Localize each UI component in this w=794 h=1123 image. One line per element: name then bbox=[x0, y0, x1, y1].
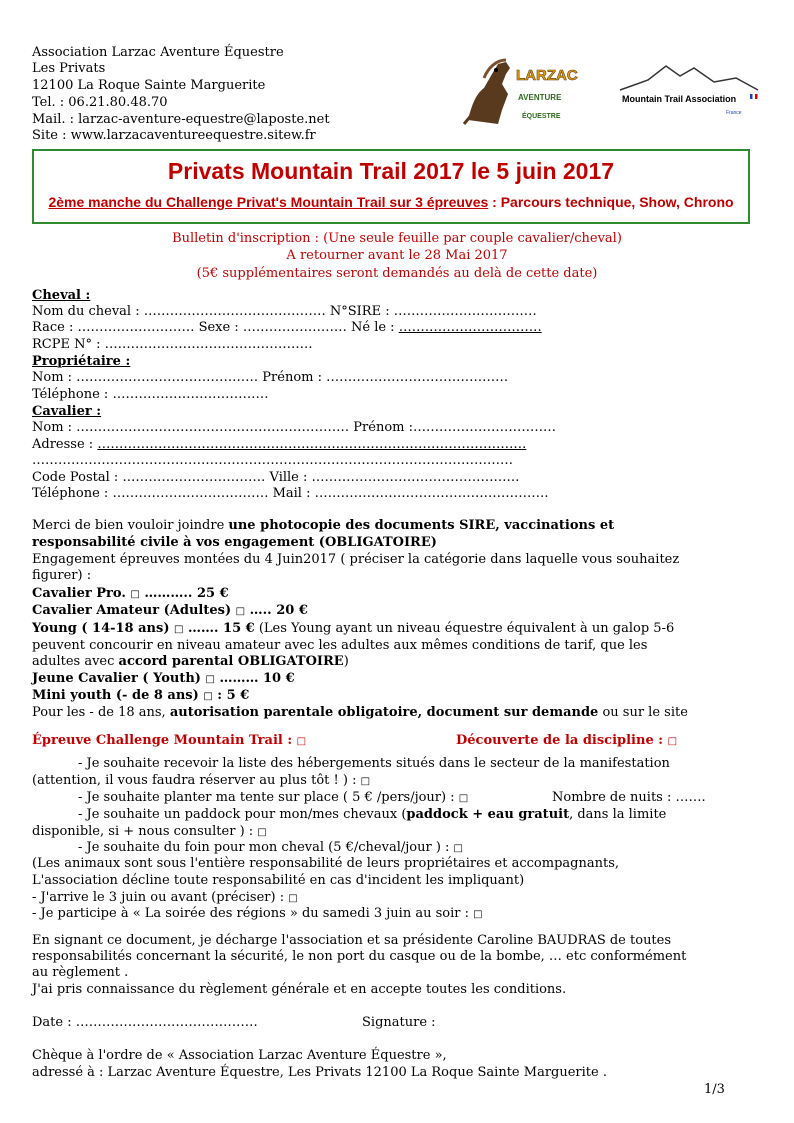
option-foin-label: - Je souhaite du foin pour mon cheval (5 €/cheval/jour ) : bbox=[78, 840, 454, 855]
org-place: Les Privats bbox=[32, 61, 106, 76]
epreuve-decouverte-label: Découverte de la discipline : bbox=[456, 733, 668, 748]
epreuve-decouverte-checkbox[interactable]: □ bbox=[667, 736, 678, 747]
cheque-line-2: adressé à : Larzac Aventure Équestre, Les Privats 12100 La Roque Sainte Marguerite . bbox=[32, 1065, 607, 1080]
young-note-close: ) bbox=[343, 654, 349, 669]
category-mini bbox=[32, 688, 249, 705]
category-young-price: ……. 15 € bbox=[183, 621, 255, 636]
larzac-logo-text: LARZAC bbox=[516, 67, 578, 84]
cavalier-heading: Cavalier : bbox=[32, 404, 102, 419]
cavalier-adresse-line2[interactable]: ………………………………………………………………………………………………… bbox=[32, 453, 513, 468]
cavalier-adresse-label: Adresse : bbox=[32, 437, 98, 452]
option-tente-checkbox[interactable]: □ bbox=[458, 793, 469, 804]
org-site: Site : www.larzacaventureequestre.sitew.fr bbox=[32, 128, 316, 143]
larzac-logo-subtext2: ÉQUESTRE bbox=[522, 113, 561, 120]
legal-line-2: responsabilités concernant la sécurité, le non port du casque ou de la bombe, … etc conformément bbox=[32, 949, 687, 964]
category-pro-checkbox[interactable]: □ bbox=[130, 589, 140, 600]
category-young-checkbox[interactable]: □ bbox=[174, 624, 184, 635]
option-tente-nights[interactable]: Nombre de nuits : ……. bbox=[552, 790, 706, 805]
legal-line-1: En signant ce document, je décharge l'association et sa présidente Caroline BAUDRAS de toutes bbox=[32, 933, 672, 948]
option-arrivee bbox=[32, 890, 298, 907]
mountain-trail-association-logo bbox=[618, 60, 760, 118]
category-amateur-label: Cavalier Amateur (Adultes) bbox=[32, 603, 236, 618]
option-paddock-1 bbox=[78, 807, 666, 823]
bulletin-line-1: Bulletin d'inscription : (Une seule feuille par couple cavalier/cheval) bbox=[172, 231, 622, 246]
option-tente-label: - Je souhaite planter ma tente sur place ( 5 € /pers/jour) : bbox=[78, 790, 459, 805]
option-paddock-label: - Je souhaite un paddock pour mon/mes chevaux ( bbox=[78, 807, 407, 822]
mta-logo-text: Mountain Trail Association bbox=[622, 94, 737, 104]
proprietaire-telephone-field[interactable]: Téléphone : ……………………………… bbox=[32, 387, 269, 402]
org-name: Association Larzac Aventure Équestre bbox=[32, 45, 284, 60]
category-pro-price: ……….. 25 € bbox=[139, 586, 229, 601]
category-amateur-price: ….. 20 € bbox=[245, 603, 308, 618]
category-jeune-label: Jeune Cavalier ( Youth) bbox=[32, 671, 206, 686]
cheval-race-sexe-label: Race : ……………………… Sexe : …………………… Né le : bbox=[32, 320, 399, 335]
category-young bbox=[32, 621, 674, 638]
larzac-logo bbox=[462, 54, 582, 130]
cavalier-cp-ville-field[interactable]: Code Postal : …………………………… Ville : ………………………………………… bbox=[32, 470, 520, 485]
category-jeune-price: ……… 10 € bbox=[214, 671, 295, 686]
category-jeune-checkbox[interactable]: □ bbox=[205, 674, 215, 685]
option-paddock-limit: , dans la limite bbox=[569, 807, 667, 822]
young-note-text: adultes avec bbox=[32, 654, 119, 669]
option-paddock-free: paddock + eau gratuit bbox=[406, 807, 570, 822]
option-hebergement-label: (attention, il vous faudra réserver au plus tôt ! ) : bbox=[32, 773, 361, 788]
option-soiree-checkbox[interactable]: □ bbox=[473, 909, 483, 920]
option-soiree bbox=[32, 906, 483, 923]
option-foin bbox=[78, 840, 463, 857]
org-city: 12100 La Roque Sainte Marguerite bbox=[32, 78, 266, 93]
larzac-logo-subtext: AVENTURE bbox=[518, 93, 562, 102]
docs-line-1 bbox=[32, 518, 614, 534]
cavalier-adresse-dots[interactable]: ……………………………………………………………………………………… bbox=[97, 437, 527, 452]
page-number: 1/3 bbox=[704, 1082, 725, 1097]
minors-note-c: ou sur le site bbox=[598, 705, 688, 720]
cheval-rcpe-field[interactable]: RCPE N° : ………………………………………… bbox=[32, 337, 313, 352]
cavalier-nom-field[interactable]: Nom : ……………………………………………………… Prénom :…………………………… bbox=[32, 420, 556, 435]
docs-merci: Merci de bien vouloir joindre bbox=[32, 518, 229, 533]
cavalier-tel-mail-field[interactable]: Téléphone : ……………………………… Mail : ……………………………………………… bbox=[32, 486, 549, 501]
title-banner bbox=[32, 149, 750, 224]
young-note-parental: accord parental OBLIGATOIRE bbox=[118, 654, 344, 669]
epreuve-challenge bbox=[32, 733, 306, 750]
epreuve-decouverte bbox=[456, 733, 677, 750]
epreuve-challenge-checkbox[interactable]: □ bbox=[296, 736, 307, 747]
org-mail: Mail. : larzac-aventure-equestre@laposte.net bbox=[32, 112, 330, 127]
docs-required-1: une photocopie des documents SIRE, vaccinations et bbox=[228, 518, 615, 533]
category-young-note-1: (Les Young ayant un niveau équestre équivalent à un galop 5-6 bbox=[254, 621, 675, 636]
option-tente bbox=[78, 790, 468, 807]
legal-line-4: J'ai pris connaissance du règlement générale et en accepte toutes les conditions. bbox=[32, 982, 567, 997]
bulletin-late-fee: (5€ supplémentaires seront demandés au delà de cette date) bbox=[196, 266, 598, 281]
minors-note bbox=[32, 705, 688, 721]
category-young-note-3 bbox=[32, 654, 349, 670]
option-arrivee-label: - J'arrive le 3 juin ou avant (préciser) : bbox=[32, 890, 289, 905]
category-young-label: Young ( 14-18 ans) bbox=[32, 621, 174, 636]
engagement-line-2: figurer) : bbox=[32, 568, 92, 583]
category-mini-checkbox[interactable]: □ bbox=[203, 691, 213, 702]
category-young-note-2: peuvent concourir en niveau amateur avec les adultes aux mêmes conditions de tarif, que les bbox=[32, 638, 648, 653]
cheval-race-sexe-field[interactable] bbox=[32, 320, 542, 336]
minors-note-a: Pour les - de 18 ans, bbox=[32, 705, 170, 720]
date-field[interactable]: Date : …………………………………… bbox=[32, 1015, 258, 1030]
option-arrivee-checkbox[interactable]: □ bbox=[288, 893, 298, 904]
cheval-ne-le-field[interactable]: …………………………… bbox=[398, 320, 542, 335]
category-amateur-checkbox[interactable]: □ bbox=[235, 606, 246, 617]
category-pro-label: Cavalier Pro. bbox=[32, 586, 131, 601]
mta-logo-subtext: France bbox=[726, 110, 742, 116]
option-hebergement-checkbox[interactable]: □ bbox=[360, 776, 371, 787]
engagement-line-1: Engagement épreuves montées du 4 Juin2017 ( préciser la catégorie dans laquelle vous souhaitez bbox=[32, 552, 680, 567]
event-title: Privats Mountain Trail 2017 le 5 juin 2017 bbox=[167, 158, 615, 184]
bulletin-deadline: A retourner avant le 28 Mai 2017 bbox=[286, 248, 508, 263]
category-mini-label: Mini youth (- de 8 ans) bbox=[32, 688, 204, 703]
minors-note-b: autorisation parentale obligatoire, document sur demande bbox=[169, 705, 599, 720]
cheval-nom-sire-field[interactable]: Nom du cheval : …………………………………… N°SIRE : …………………………… bbox=[32, 304, 537, 319]
proprietaire-nom-field[interactable]: Nom : …………………………………… Prénom : …………………………………… bbox=[32, 370, 509, 385]
category-jeune bbox=[32, 671, 295, 688]
responsibility-line-2: L'association décline toute responsabilité en cas d'incident les impliquant) bbox=[32, 873, 525, 888]
option-paddock-2 bbox=[32, 824, 267, 841]
option-hebergement-2 bbox=[32, 773, 370, 790]
proprietaire-heading: Propriétaire : bbox=[32, 354, 131, 369]
option-hebergement-1: - Je souhaite recevoir la liste des hébergements situés dans le secteur de la manifestation bbox=[78, 756, 670, 771]
epreuve-challenge-label: Épreuve Challenge Mountain Trail : bbox=[32, 733, 297, 748]
cheque-line-1: Chèque à l'ordre de « Association Larzac Aventure Équestre », bbox=[32, 1048, 447, 1063]
event-subtitle-challenge: 2ème manche du Challenge Privat's Mountain Trail sur 3 épreuves bbox=[48, 194, 489, 210]
category-amateur bbox=[32, 603, 308, 620]
org-tel: Tel. : 06.21.80.48.70 bbox=[32, 95, 168, 110]
legal-line-3: au règlement . bbox=[32, 965, 129, 980]
responsibility-line-1: (Les animaux sont sous l'entière responsabilité de leurs propriétaires et accompagnants, bbox=[32, 856, 619, 871]
cheval-heading: Cheval : bbox=[32, 288, 91, 303]
cavalier-adresse-field[interactable] bbox=[32, 437, 526, 453]
option-soiree-label: - Je participe à « La soirée des régions » du samedi 3 juin au soir : bbox=[32, 906, 474, 921]
event-subtitle bbox=[34, 193, 748, 211]
option-paddock-consult: disponible, si + nous consulter ) : bbox=[32, 824, 258, 839]
category-mini-price: : 5 € bbox=[212, 688, 250, 703]
option-foin-checkbox[interactable]: □ bbox=[453, 843, 463, 854]
signature-field[interactable]: Signature : bbox=[362, 1015, 436, 1030]
option-paddock-checkbox[interactable]: □ bbox=[257, 827, 267, 838]
event-subtitle-events: : Parcours technique, Show, Chrono bbox=[488, 194, 734, 210]
docs-required-2: responsabilité civile à vos engagement (OBLIGATOIRE) bbox=[32, 535, 437, 550]
category-pro bbox=[32, 586, 229, 603]
